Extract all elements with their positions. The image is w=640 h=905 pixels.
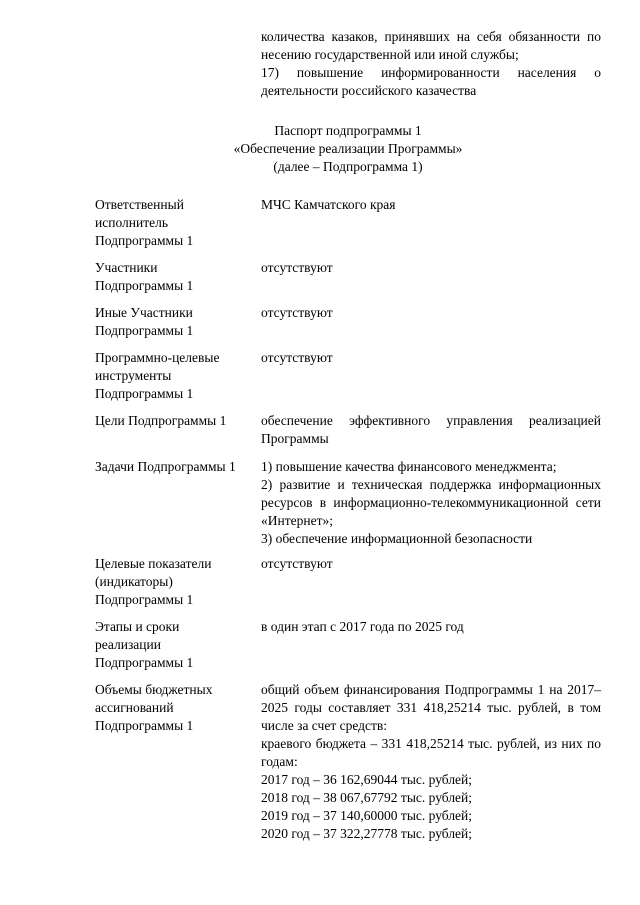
value-paragraph: 2019 год – 37 140,60000 тыс. рублей;	[261, 808, 473, 823]
heading-line-1: Паспорт подпрограммы 1	[274, 123, 422, 138]
value-paragraph: 2017 год – 36 162,69044 тыс. рублей;	[261, 772, 473, 787]
value-paragraph: отсутствуют	[261, 556, 333, 571]
heading-line-3: (далее – Подпрограмма 1)	[273, 159, 423, 174]
heading-line-2: «Обеспечение реализации Программы»	[233, 141, 463, 156]
value-paragraph: отсутствуют	[261, 305, 333, 320]
row-value	[261, 412, 601, 448]
row-label: Цели Подпрограммы 1	[95, 413, 227, 428]
row-label: Участники Подпрограммы 1	[95, 260, 194, 293]
intro-paragraph-1: количества казаков, принявших на себя обязанности по несению государственной или иной службы;	[261, 29, 601, 62]
row-value	[261, 555, 601, 573]
row-label: Объемы бюджетных ассигнований Подпрограммы 1	[95, 682, 213, 733]
passport-heading	[150, 122, 546, 176]
value-paragraph: 1) повышение качества финансового менеджмента;	[261, 459, 557, 474]
row-value	[261, 304, 601, 322]
row-value	[261, 458, 601, 548]
value-paragraph: отсутствуют	[261, 350, 333, 365]
value-paragraph: обеспечение эффективного управления реализацией Программы	[261, 413, 601, 446]
row-label: Задачи Подпрограммы 1	[95, 459, 236, 474]
row-value	[261, 349, 601, 367]
value-paragraph: в один этап с 2017 года по 2025 год	[261, 619, 464, 634]
intro-paragraph-2: 17) повышение информированности населения о деятельности российского казачества	[261, 65, 601, 98]
row-label: Этапы и сроки реализации Подпрограммы 1	[95, 619, 194, 670]
value-paragraph: краевого бюджета – 331 418,25214 тыс. рублей, из них по годам:	[261, 736, 601, 769]
value-paragraph: 2020 год – 37 322,27778 тыс. рублей;	[261, 826, 473, 841]
row-label: Целевые показатели (индикаторы) Подпрограммы 1	[95, 556, 212, 607]
row-value	[261, 259, 601, 277]
value-paragraph: 2018 год – 38 067,67792 тыс. рублей;	[261, 790, 473, 805]
value-paragraph: общий объем финансирования Подпрограммы 1 на 2017–2025 годы составляет 331 418,25214 тыс. рублей, в том числе за счет средств:	[261, 682, 601, 733]
value-paragraph: 2) развитие и техническая поддержка информационных ресурсов в информационно-телекоммуникационной сети «Интернет»;	[261, 477, 601, 528]
row-label: Иные Участники Подпрограммы 1	[95, 305, 194, 338]
intro-text	[261, 28, 601, 100]
value-paragraph: 3) обеспечение информационной безопасности	[261, 531, 533, 546]
row-label: Программно-целевые инструменты Подпрограммы 1	[95, 350, 220, 401]
row-label: Ответственный исполнитель Подпрограммы 1	[95, 197, 194, 248]
row-value	[261, 196, 601, 214]
value-paragraph: отсутствуют	[261, 260, 333, 275]
row-value	[261, 681, 601, 843]
value-paragraph: МЧС Камчатского края	[261, 197, 396, 212]
row-value	[261, 618, 601, 636]
